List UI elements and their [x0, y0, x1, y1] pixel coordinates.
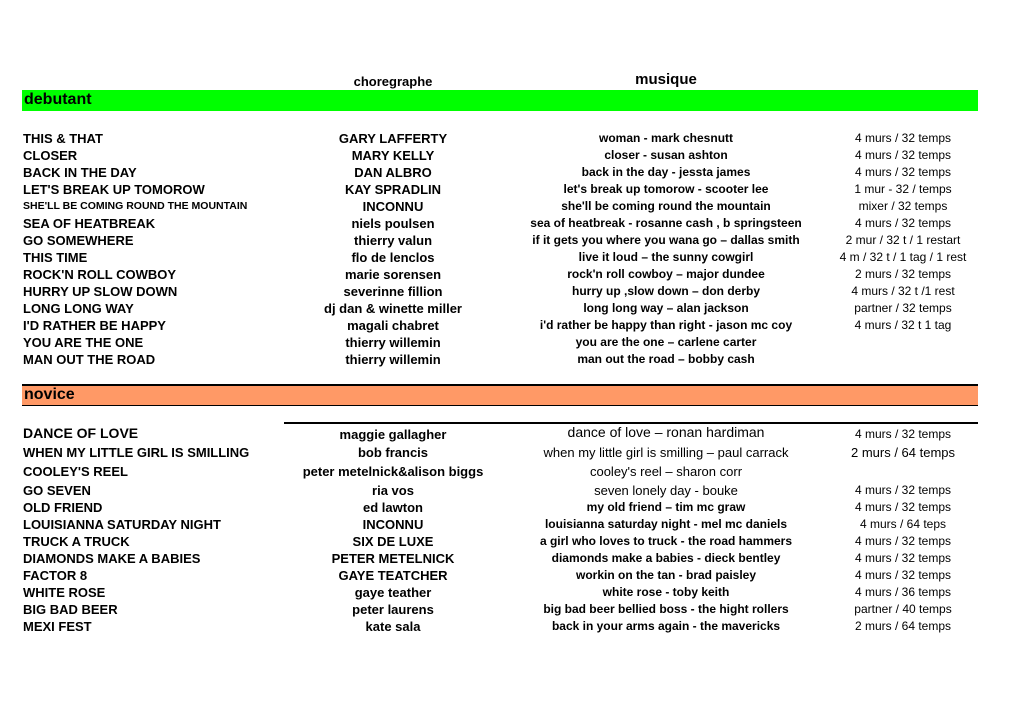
walls-counts: 4 murs / 32 temps	[854, 131, 952, 145]
section-novice-band	[22, 384, 978, 406]
choreographer: niels poulsen	[351, 216, 435, 231]
walls-counts: 4 murs / 32 temps	[854, 148, 952, 162]
walls-counts: 2 murs / 64 temps	[854, 619, 952, 633]
table-row	[0, 334, 1024, 351]
dance-name: LOUISIANNA SATURDAY NIGHT	[23, 517, 221, 532]
choreographer: INCONNU	[362, 199, 424, 214]
table-row	[0, 249, 1024, 266]
choreographer: magali chabret	[347, 318, 439, 333]
header-musique: musique	[635, 71, 697, 88]
choreographer: SIX DE LUXE	[352, 534, 434, 549]
choreographer: gaye teather	[354, 585, 432, 600]
table-row	[0, 482, 1024, 499]
section-novice-title: novice	[24, 386, 75, 403]
music: back in the day - jessta james	[581, 165, 751, 179]
choreographer: bob francis	[357, 445, 429, 460]
dance-name: THIS TIME	[23, 250, 88, 265]
walls-counts: 4 murs / 32 temps	[854, 483, 952, 497]
music: rock'n roll cowboy – major dundee	[567, 267, 765, 281]
music: a girl who loves to truck - the road hammers	[539, 534, 793, 548]
table-row	[0, 499, 1024, 516]
music: dance of love – ronan hardiman	[567, 424, 765, 440]
table-row	[0, 181, 1024, 198]
walls-counts: partner / 40 temps	[854, 602, 952, 616]
walls-counts: 4 murs / 32 temps	[854, 551, 952, 565]
dance-name: TRUCK A TRUCK	[23, 534, 130, 549]
walls-counts: 2 murs / 32 temps	[854, 267, 952, 281]
choreographer: thierry valun	[353, 233, 433, 248]
walls-counts: 4 murs / 32 temps	[854, 165, 952, 179]
walls-counts: 4 m / 32 t / 1 tag / 1 rest	[839, 250, 967, 264]
walls-counts: 4 murs / 32 temps	[854, 500, 952, 514]
table-row	[0, 425, 1024, 442]
table-row	[0, 601, 1024, 618]
choreographer: GARY LAFFERTY	[338, 131, 448, 146]
music: when my little girl is smilling – paul carrack	[543, 445, 789, 460]
walls-counts: 4 murs / 32 t /1 rest	[851, 284, 955, 298]
choreographer: ria vos	[372, 483, 414, 498]
choreographer: INCONNU	[362, 517, 424, 532]
choreographer: marie sorensen	[344, 267, 442, 282]
dance-name: SEA OF HEATBREAK	[23, 216, 156, 231]
section-debutant-band	[22, 90, 978, 111]
choreographer: PETER METELNICK	[331, 551, 455, 566]
walls-counts: 4 murs / 32 temps	[854, 568, 952, 582]
dance-name: WHEN MY LITTLE GIRL IS SMILLING	[23, 445, 250, 460]
dance-name: COOLEY'S REEL	[23, 464, 128, 479]
walls-counts: mixer / 32 temps	[858, 199, 948, 213]
music: seven lonely day - bouke	[594, 483, 738, 498]
table-row	[0, 444, 1024, 461]
music: sea of heatbreak - rosanne cash , b springsteen	[530, 216, 802, 230]
table-row	[0, 351, 1024, 368]
choreographer: kate sala	[365, 619, 421, 634]
music: hurry up ,slow down – don derby	[571, 284, 761, 298]
music: live it loud – the sunny cowgirl	[578, 250, 754, 264]
dance-name: WHITE ROSE	[23, 585, 106, 600]
dance-name: GO SEVEN	[23, 483, 91, 498]
dance-name: YOU ARE THE ONE	[23, 335, 144, 350]
table-row	[0, 550, 1024, 567]
music: closer - susan ashton	[604, 148, 728, 162]
walls-counts: partner / 32 temps	[854, 301, 952, 315]
walls-counts: 2 mur / 32 t / 1 restart	[845, 233, 961, 247]
dance-name: SHE'LL BE COMING ROUND THE MOUNTAIN	[23, 200, 248, 212]
table-row	[0, 584, 1024, 601]
dance-name: THIS & THAT	[23, 131, 103, 146]
choreographer: dj dan & winette miller	[324, 301, 462, 316]
choreographer: peter metelnick&alison biggs	[302, 464, 484, 479]
table-row	[0, 232, 1024, 249]
section-debutant-title: debutant	[24, 91, 92, 108]
table-row	[0, 164, 1024, 181]
choreographer: KAY SPRADLIN	[344, 182, 442, 197]
table-row	[0, 130, 1024, 147]
table-row	[0, 283, 1024, 300]
music: my old friend – tim mc graw	[586, 500, 746, 514]
dance-name: MAN OUT THE ROAD	[23, 352, 156, 367]
choreographer: thierry willemin	[345, 352, 441, 367]
walls-counts: 4 murs / 32 temps	[854, 427, 952, 441]
music: cooley's reel – sharon corr	[589, 464, 743, 479]
music: back in your arms again - the mavericks	[551, 619, 781, 633]
table-row	[0, 215, 1024, 232]
table-row	[0, 516, 1024, 533]
table-row	[0, 266, 1024, 283]
dance-name: HURRY UP SLOW DOWN	[23, 284, 178, 299]
dance-name: OLD FRIEND	[23, 500, 103, 515]
choreographer: flo de lenclos	[351, 250, 435, 265]
dance-name: LET'S BREAK UP TOMOROW	[23, 182, 205, 197]
music: workin on the tan - brad paisley	[575, 568, 757, 582]
choreographer: thierry willemin	[345, 335, 441, 350]
table-row	[0, 618, 1024, 635]
table-row	[0, 533, 1024, 550]
walls-counts: 4 murs / 32 temps	[854, 534, 952, 548]
choreographer: maggie gallagher	[339, 427, 447, 442]
dance-name: BIG BAD BEER	[23, 602, 118, 617]
dance-name: ROCK'N ROLL COWBOY	[23, 267, 177, 282]
music: big bad beer bellied boss - the hight rollers	[543, 602, 789, 616]
walls-counts: 4 murs / 32 temps	[854, 216, 952, 230]
choreographer: severinne fillion	[343, 284, 443, 299]
music: let's break up tomorow - scooter lee	[563, 182, 769, 196]
dance-name: MEXI FEST	[23, 619, 92, 634]
music: woman - mark chesnutt	[598, 131, 734, 145]
dance-name: LONG LONG WAY	[23, 301, 134, 316]
music: she'll be coming round the mountain	[561, 199, 771, 213]
walls-counts: 4 murs / 64 teps	[859, 517, 947, 531]
walls-counts: 4 murs / 32 t 1 tag	[854, 318, 952, 332]
music: man out the road – bobby cash	[577, 352, 755, 366]
music: if it gets you where you wana go – dallas smith	[532, 233, 800, 247]
music: louisianna saturday night - mel mc daniels	[544, 517, 788, 531]
music: white rose - toby keith	[602, 585, 730, 599]
choreographer: DAN ALBRO	[354, 165, 432, 180]
dance-name: GO SOMEWHERE	[23, 233, 134, 248]
choreographer: MARY KELLY	[351, 148, 435, 163]
dance-name: CLOSER	[23, 148, 78, 163]
music: you are the one – carlene carter	[575, 335, 757, 349]
table-row	[0, 317, 1024, 334]
walls-counts: 4 murs / 36 temps	[854, 585, 952, 599]
music: diamonds make a babies - dieck bentley	[551, 551, 781, 565]
dance-name: DIAMONDS MAKE A BABIES	[23, 551, 201, 566]
table-row	[0, 300, 1024, 317]
table-row	[0, 198, 1024, 215]
dance-name: I'D RATHER BE HAPPY	[23, 318, 166, 333]
header-choregraphe: choregraphe	[353, 74, 433, 89]
music: i'd rather be happy than right - jason mc coy	[539, 318, 793, 332]
dance-name: FACTOR 8	[23, 568, 88, 583]
table-row	[0, 463, 1024, 480]
walls-counts: 1 mur - 32 / temps	[854, 182, 952, 196]
table-row	[0, 147, 1024, 164]
choreographer: ed lawton	[363, 500, 423, 515]
dance-name: DANCE OF LOVE	[23, 425, 139, 441]
choreographer: GAYE TEATCHER	[338, 568, 448, 583]
choreographer: peter laurens	[352, 602, 434, 617]
table-row	[0, 567, 1024, 584]
music: long long way – alan jackson	[583, 301, 749, 315]
walls-counts: 2 murs / 64 temps	[850, 445, 956, 460]
dance-name: BACK IN THE DAY	[23, 165, 137, 180]
